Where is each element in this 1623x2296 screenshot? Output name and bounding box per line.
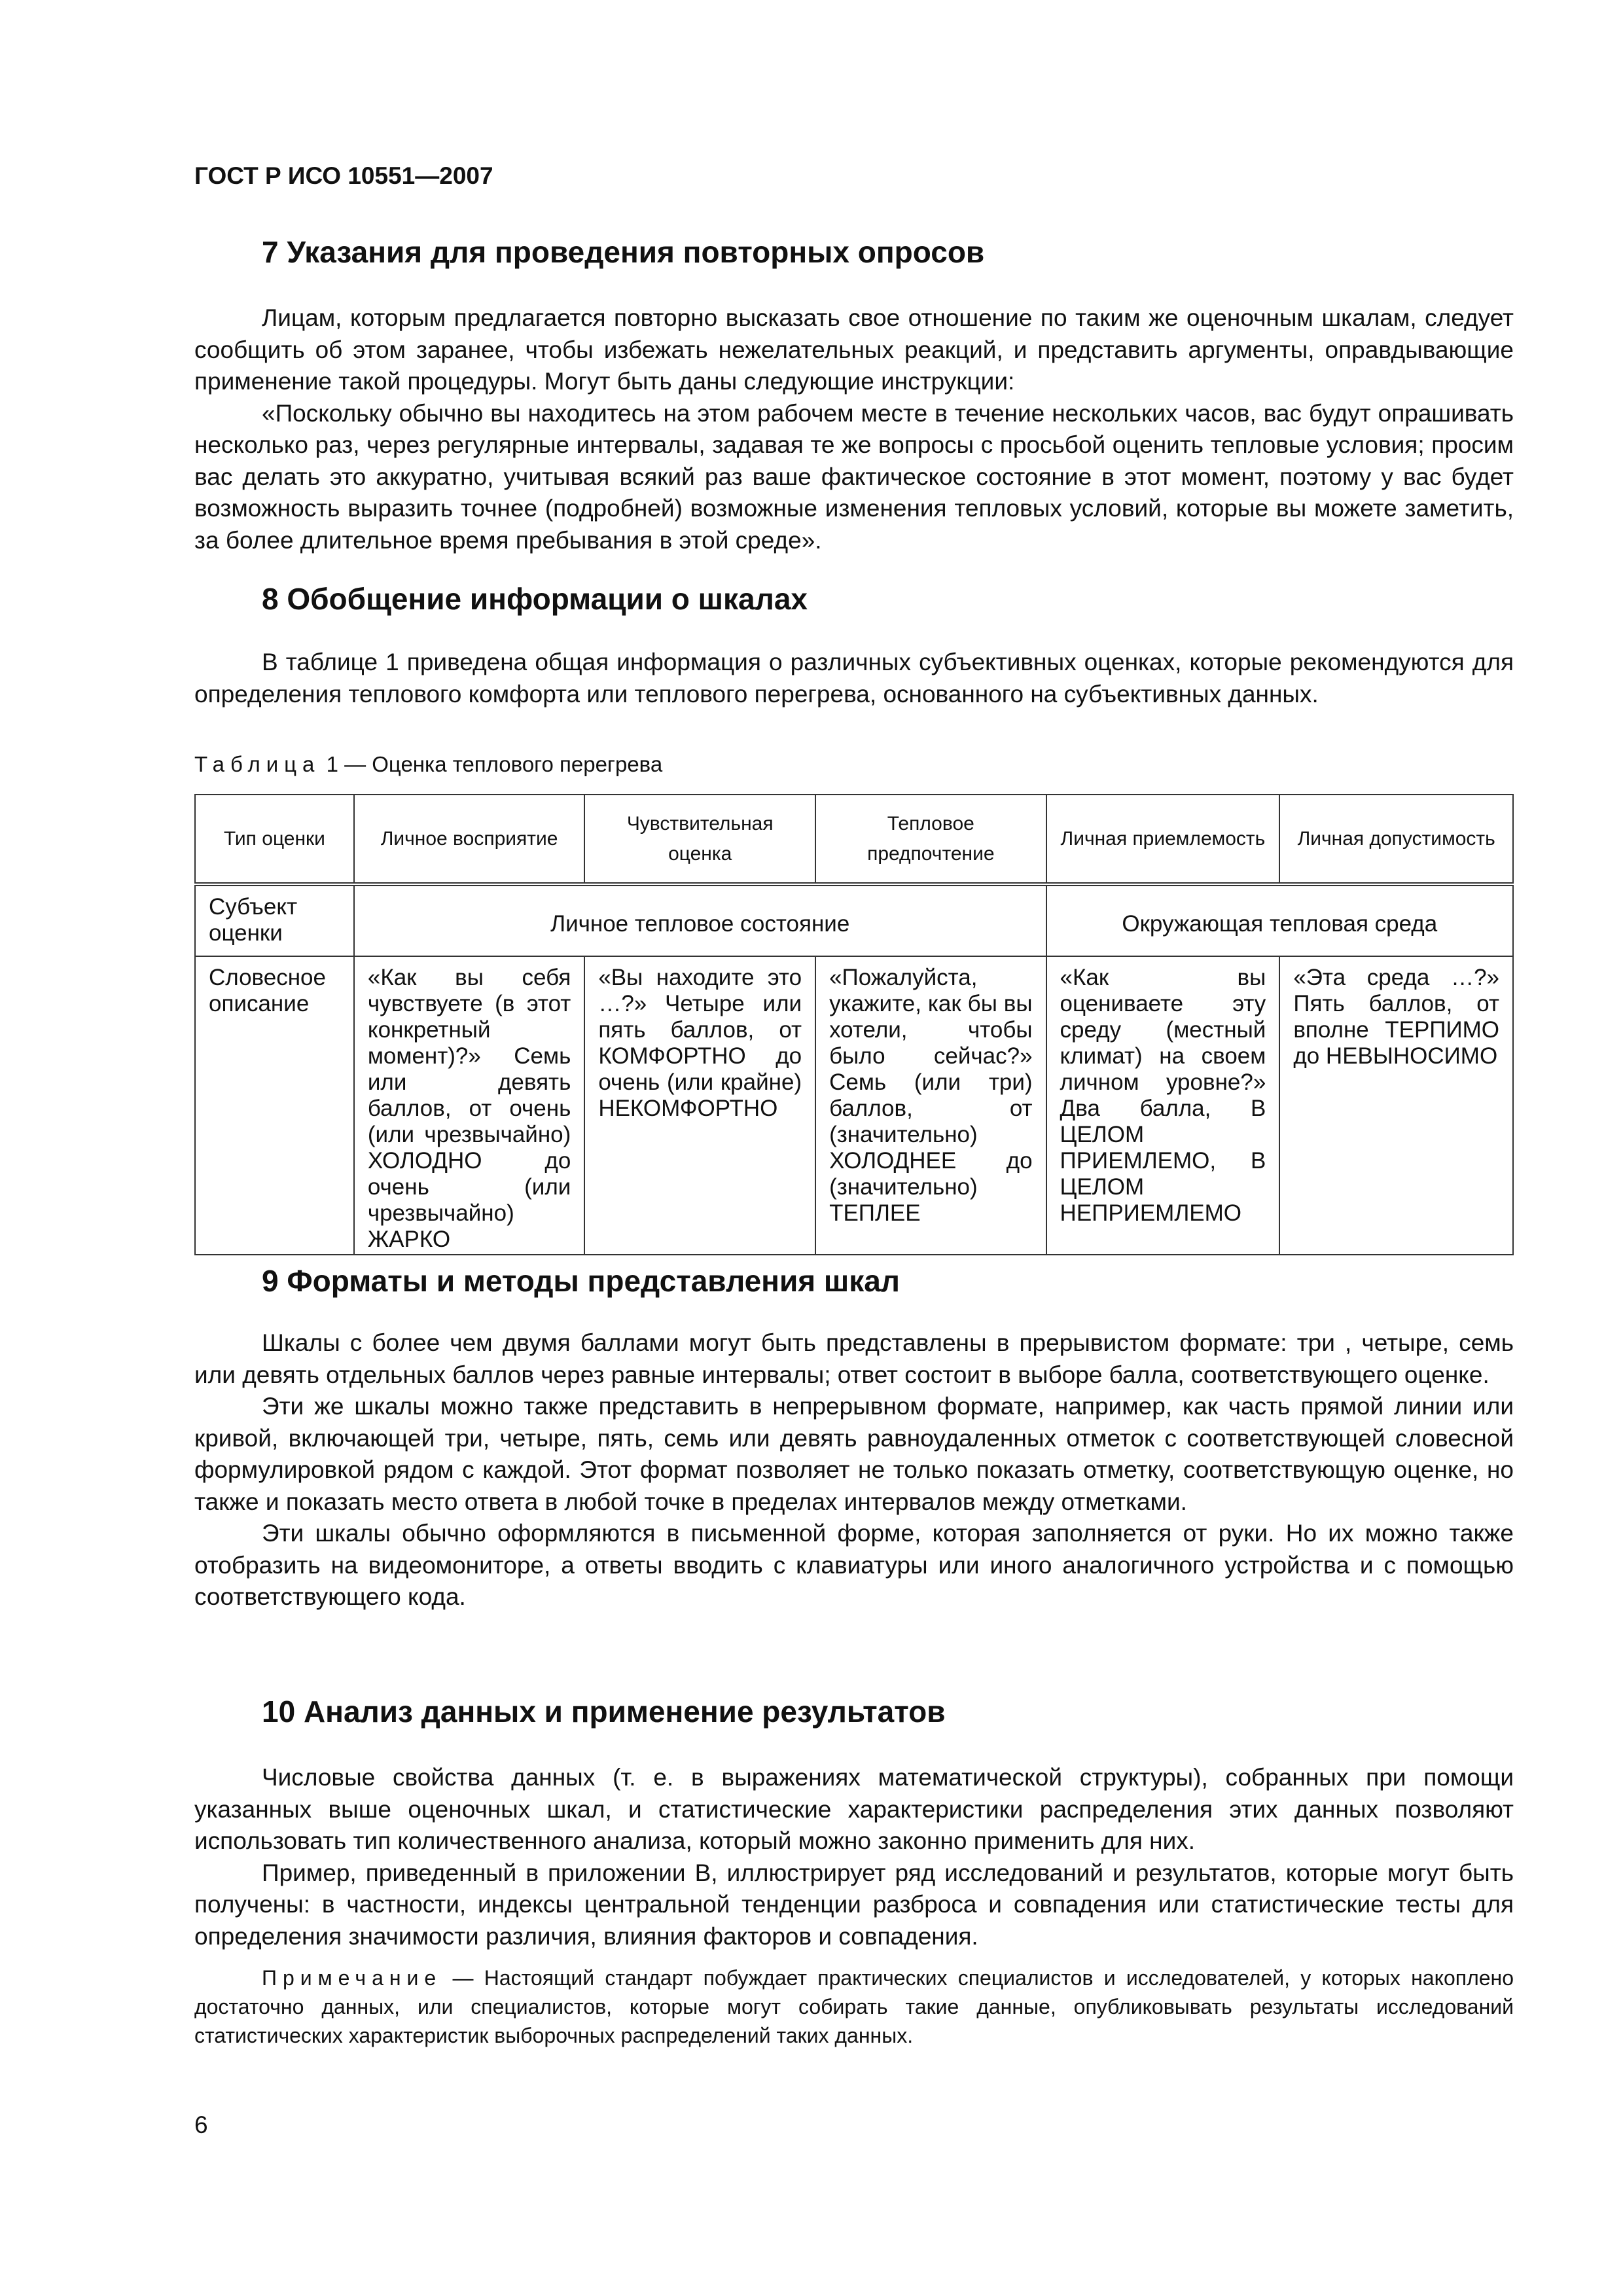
paragraph: Эти же шкалы можно также представить в непрерывном формате, например, как часть прямой линии или кривой, включающей три, четыре, пять, семь или девять равноудаленных отметок с соответствующей словесной формулировкой рядом с каждой. Этот формат позволяет не только показать отметку, соответствующую оценке, но также и показать место ответа в любой точке в пределах интервалов между отметками. [194,1393,1514,1515]
table-header-cell: Личная допустимость [1279,795,1513,884]
table-row-label: Словесное описание [195,956,354,1255]
paragraph: В таблице 1 приведена общая информация о различных субъективных оценках, которые рекомендуются для определения теплового комфорта или теплового перегрева, основанного на субъективных данных. [194,649,1514,708]
table-row-label: Субъект оценки [195,884,354,956]
table-cell: «Эта среда …?» Пять баллов, от вполне ТЕРПИМО до НЕВЫНОСИМО [1279,956,1513,1255]
paragraph: «Поскольку обычно вы находитесь на этом рабочем месте в течение нескольких часов, вас будут опрашивать несколько раз, через регулярные интервалы, задавая те же вопросы с просьбой оценить тепловые условия; просим вас делать это аккуратно, учитывая всякий раз ваше фактическое состояние в этот момент, поэтому у вас будет возможность выразить точнее (подробней) возможные изменения тепловых условий, которые вы можете заметить, за более длительное время пребывания в этой среде». [194,399,1514,554]
table-cell: «Вы находите это …?» Четыре или пять баллов, от КОМФОРТНО до очень (или крайне) НЕКОМФОРТНО [584,956,815,1255]
note-label: Примечание [262,1966,442,1990]
table-header-cell: Тепловое предпочтение [815,795,1046,884]
page-number: 6 [194,2111,208,2138]
paragraph: Пример, приведенный в приложении В, иллюстрирует ряд исследований и результатов, которые могут быть получены: в частности, индексы центральной тенденции разброса и совпадения или статистические тесты для определения значимости различия, влияния факторов и совпадения. [194,1859,1514,1950]
table-row-subject [195,884,1513,956]
table-caption [194,752,662,777]
section-7-heading: 7 Указания для проведения повторных опросов [262,235,985,269]
table-header-cell: Личное восприятие [354,795,584,884]
section-10-heading: 10 Анализ данных и применение результатов [262,1695,946,1729]
note [194,1964,1514,2050]
table-header-row [195,795,1513,884]
section-8-heading: 8 Обобщение информации о шкалах [262,582,808,616]
paragraph: Лицам, которым предлагается повторно высказать свое отношение по таким же оценочным шкалам, следует сообщить об этом заранее, чтобы избежать нежелательных реакций, и представить аргументы, оправдывающие применение такой процедуры. Могут быть даны следующие инструкции: [194,304,1514,395]
table-cell: «Как вы себя чувствуете (в этот конкретный момент)?» Семь или девять баллов, от очень (или чрезвычайно) ХОЛОДНО до очень (или чрезвычайно) ЖАРКО [354,956,584,1255]
table-row-verbal [195,956,1513,1255]
section-9-heading: 9 Форматы и методы представления шкал [262,1264,901,1298]
paragraph: Эти шкалы обычно оформляются в письменной форме, которая заполняется от руки. Но их можно также отобразить на видеомониторе, а ответы вводить с клавиатуры или иного аналогичного устройства и с помощью соответствующего кода. [194,1520,1514,1610]
paragraph: Числовые свойства данных (т. е. в выражениях математической структуры), собранных при помощи указанных выше оценочных шкал, и статистические характеристики распределения этих данных позволяют использовать тип количественного анализа, который можно законно применить для них. [194,1764,1514,1854]
table-header-cell: Чувствительная оценка [584,795,815,884]
table-caption-text: 1 — Оценка теплового перегрева [326,752,663,776]
table-cell: «Как вы оцениваете эту среду (местный климат) на своем личном уровне?» Два балла, В ЦЕЛОМ ПРИЕМЛЕМО, В ЦЕЛОМ НЕПРИЕМЛЕМО [1046,956,1280,1255]
table-caption-label: Таблица [194,752,321,776]
section-8-body [194,647,1514,710]
table-cell: «Пожалуйста, укажите, как бы вы хотели, чтобы было сейчас?» Семь (или три) баллов, от (значительно) ХОЛОДНЕЕ до (значительно) ТЕПЛЕЕ [815,956,1046,1255]
section-9-body [194,1327,1514,1613]
section-10-body [194,1762,1514,1952]
table-group-cell: Личное тепловое состояние [354,884,1046,956]
table-group-cell: Окружающая тепловая среда [1046,884,1513,956]
assessment-table [194,794,1514,1255]
table-header-cell: Личная приемлемость [1046,795,1280,884]
note-text: — Настоящий стандарт побуждает практических специалистов и исследователей, у которых накоплено достаточно данных, или специалистов, которые могут собирать такие данные, опубликовывать результаты исследований статистических характеристик выборочных распределений таких данных. [194,1966,1514,2047]
section-7-body [194,302,1514,556]
document-code: ГОСТ Р ИСО 10551—2007 [194,162,493,189]
paragraph: Шкалы с более чем двумя баллами могут быть представлены в прерывистом формате: три , четыре, семь или девять отдельных баллов через равные интервалы; ответ состоит в выборе балла, соответствующего оценке. [194,1329,1514,1388]
table-header-cell: Тип оценки [195,795,354,884]
